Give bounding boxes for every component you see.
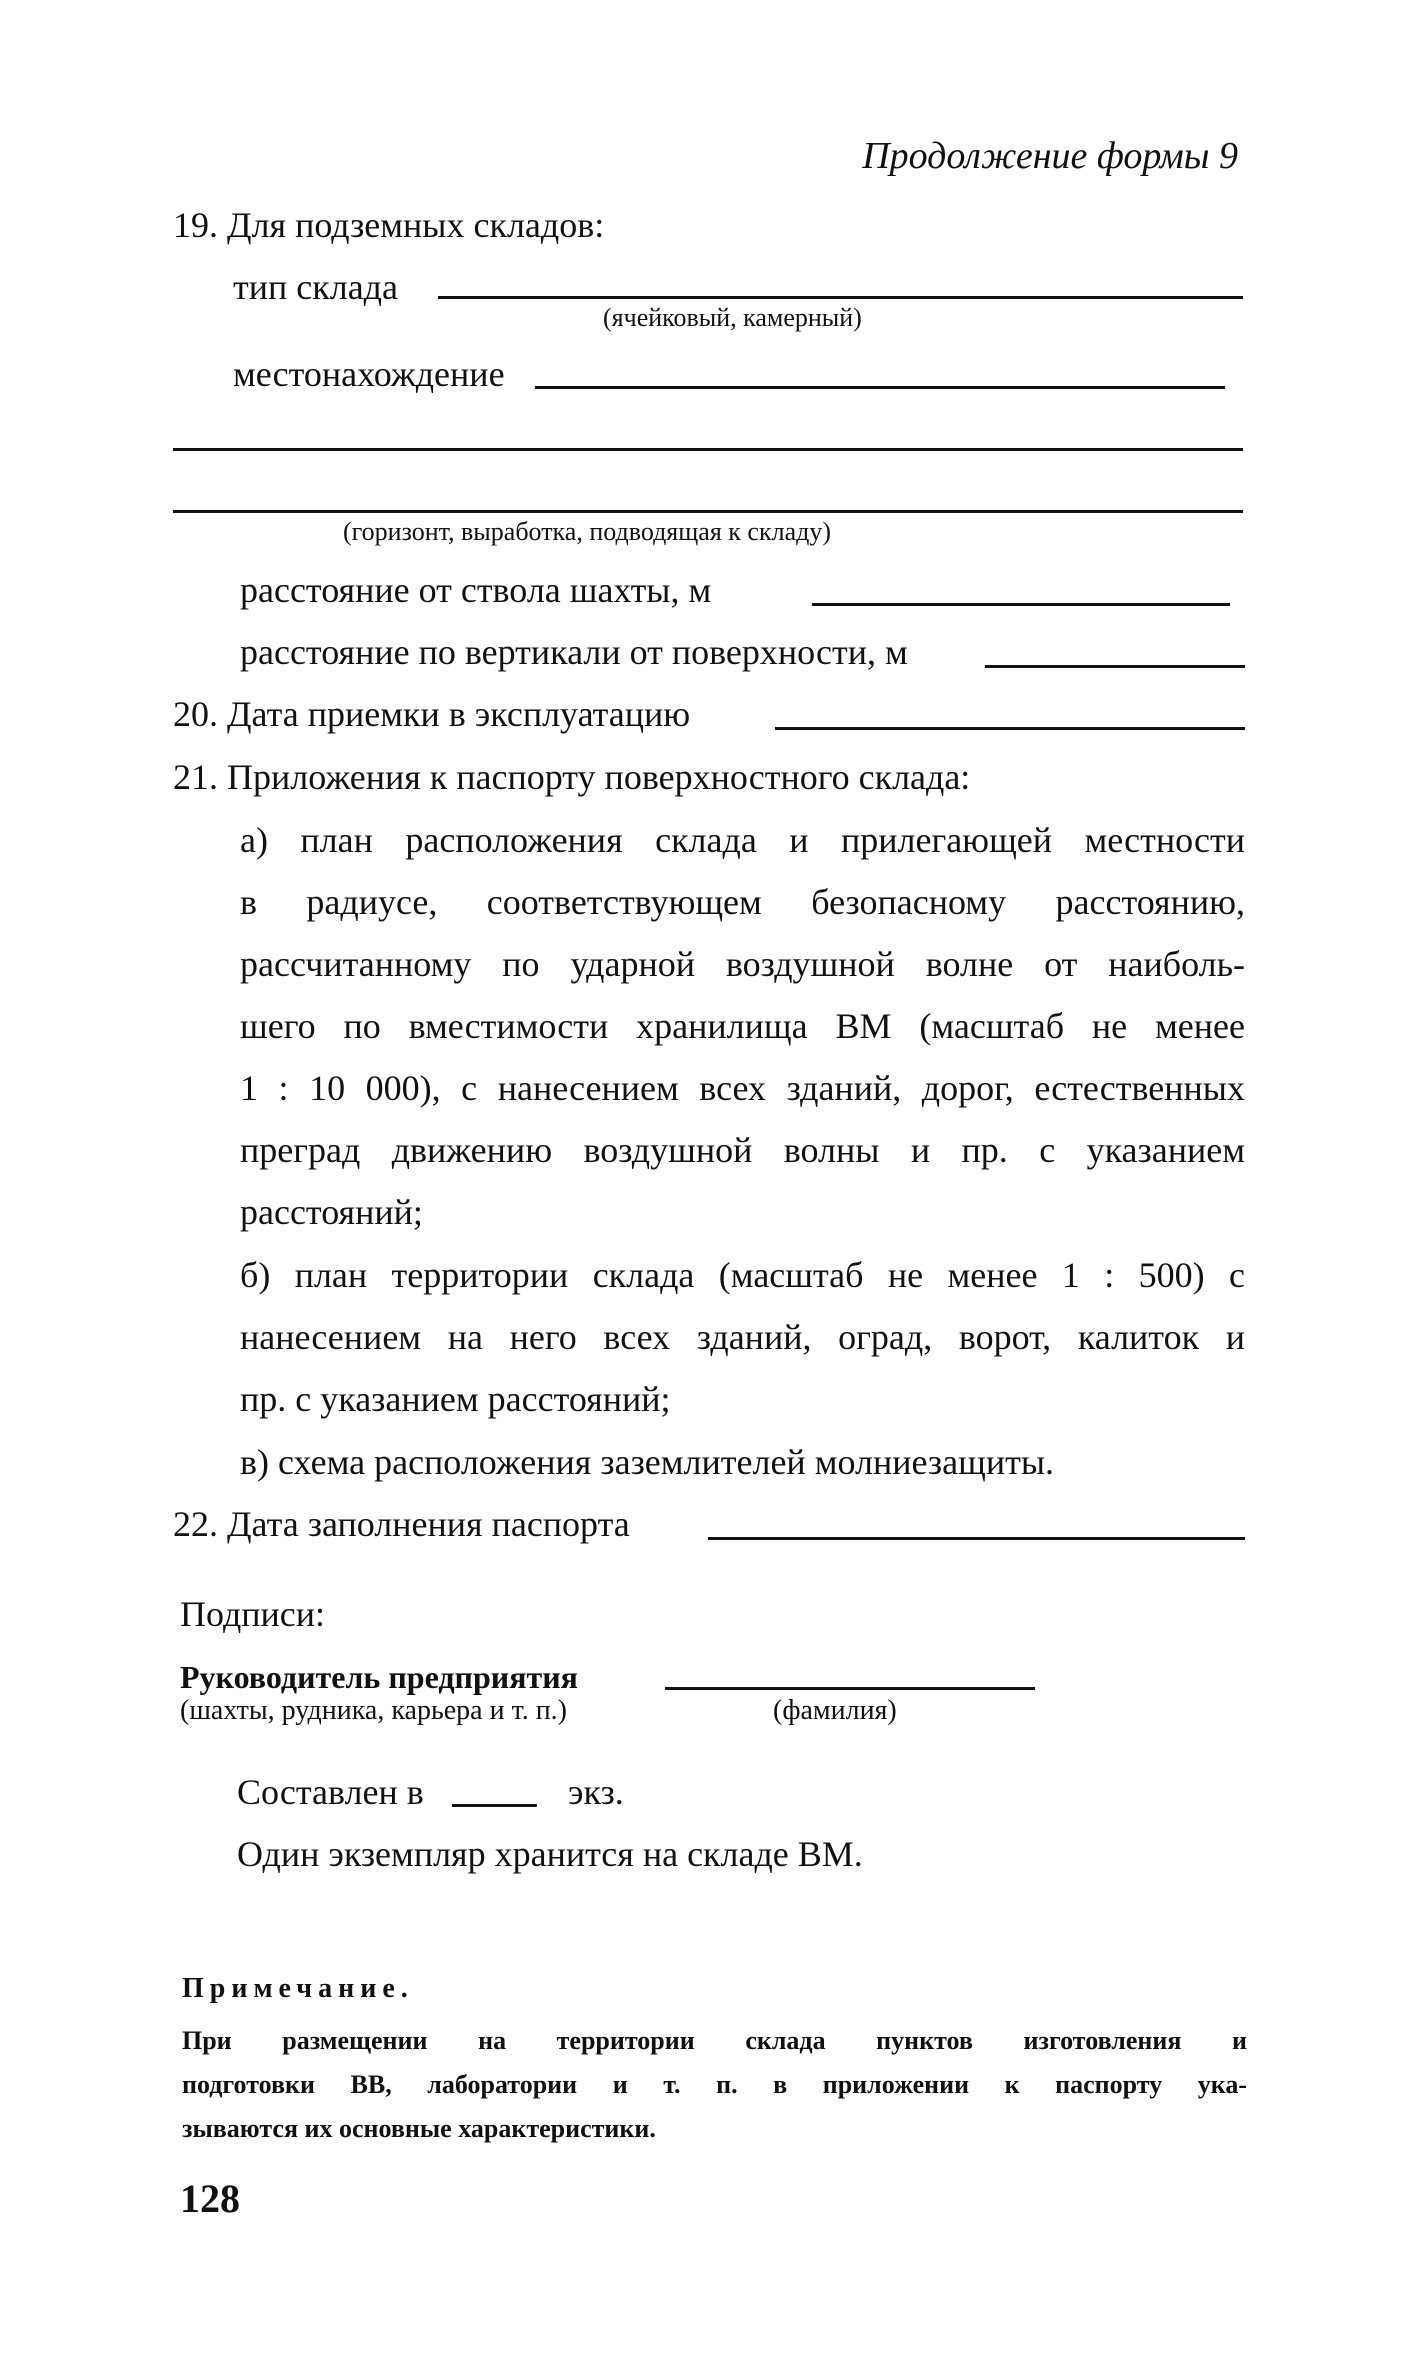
passport-fill-date-field[interactable] — [708, 1537, 1245, 1540]
appendix-c-line: в) схема расположения заземлителей молниезащиты. — [240, 1442, 1055, 1482]
item-19-heading: 19. Для подземных складов: — [173, 205, 605, 245]
location-field-line-3[interactable] — [173, 510, 1243, 513]
signatures-heading: Подписи: — [180, 1594, 326, 1634]
appendix-a-line-3: рассчитанному по ударной воздушной волне от наиболь- — [240, 944, 1245, 984]
item-21-heading: 21. Приложения к паспорту поверхностного склада: — [173, 757, 971, 797]
note-line-3: зываются их основные характеристики. — [182, 2114, 656, 2143]
appendix-a-line-5: 1 : 10 000), с нанесением всех зданий, дорог, естественных — [240, 1068, 1245, 1108]
location-field-line-1[interactable] — [535, 386, 1225, 389]
surname-hint: (фамилия) — [773, 1695, 897, 1726]
appendix-a-line-2: в радиусе, соответствующем безопасному расстоянию, — [240, 882, 1245, 922]
note-line-2: подготовки ВВ, лаборатории и т. п. в приложении к паспорту ука- — [182, 2070, 1247, 2099]
distance-from-shaft-label: расстояние от ствола шахты, м — [240, 570, 712, 610]
form-continuation-header: Продолжение формы 9 — [862, 135, 1238, 177]
location-field-line-2[interactable] — [173, 448, 1243, 451]
enterprise-head-signature-field[interactable] — [665, 1687, 1035, 1690]
warehouse-type-label: тип склада — [233, 267, 398, 307]
appendix-b-line-1: б) план территории склада (масштаб не менее 1 : 500) с — [240, 1255, 1245, 1295]
vertical-distance-label: расстояние по вертикали от поверхности, м — [240, 632, 908, 672]
appendix-a-line-6: преград движению воздушной волны и пр. с указанием — [240, 1130, 1245, 1170]
item-20-label: 20. Дата приемки в эксплуатацию — [173, 694, 691, 734]
note-heading: Примечание. — [182, 1973, 414, 2004]
vertical-distance-field[interactable] — [985, 665, 1245, 668]
commissioning-date-field[interactable] — [775, 727, 1245, 730]
copies-count-field[interactable] — [452, 1804, 537, 1807]
appendix-a-line-1: а) план расположения склада и прилегающей местности — [240, 820, 1245, 860]
appendix-b-line-3: пр. с указанием расстояний; — [240, 1379, 671, 1419]
copies-suffix: экз. — [568, 1772, 624, 1812]
enterprise-head-hint: (шахты, рудника, карьера и т. п.) — [180, 1695, 568, 1726]
page-number: 128 — [180, 2176, 240, 2221]
copies-prefix: Составлен в — [237, 1772, 424, 1812]
warehouse-type-field[interactable] — [438, 296, 1243, 299]
location-hint: (горизонт, выработка, подводящая к складу) — [343, 517, 831, 546]
appendix-a-line-7: расстояний; — [240, 1192, 423, 1232]
note-line-1: При размещении на территории склада пунктов изготовления и — [182, 2026, 1247, 2055]
warehouse-type-hint: (ячейковый, камерный) — [603, 303, 862, 332]
appendix-b-line-2: нанесением на него всех зданий, оград, ворот, калиток и — [240, 1317, 1245, 1357]
storage-note: Один экземпляр хранится на складе ВМ. — [237, 1834, 863, 1874]
enterprise-head-label: Руководитель предприятия — [180, 1659, 578, 1695]
distance-from-shaft-field[interactable] — [812, 603, 1230, 606]
location-label: местонахождение — [233, 354, 505, 394]
appendix-a-line-4: шего по вместимости хранилища ВМ (масштаб не менее — [240, 1006, 1245, 1046]
item-22-label: 22. Дата заполнения паспорта — [173, 1504, 630, 1544]
